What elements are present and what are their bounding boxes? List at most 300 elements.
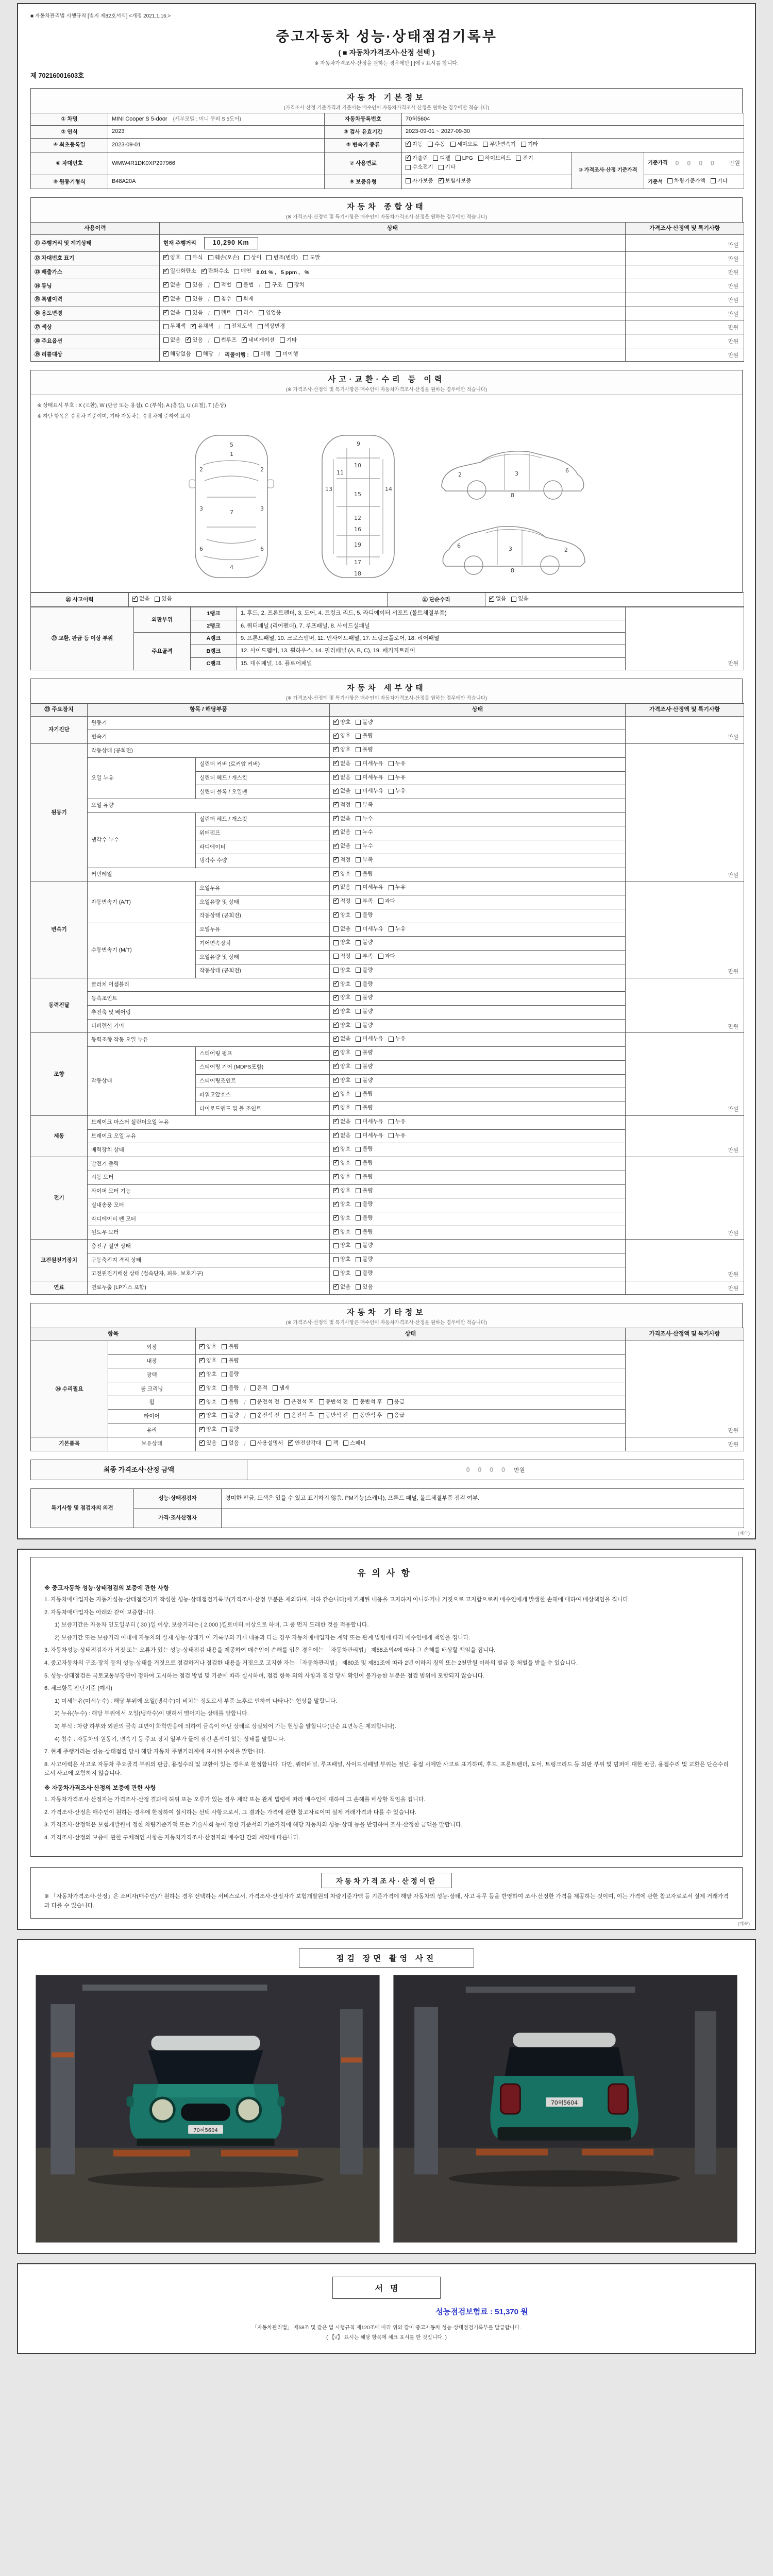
checkbox-icon[interactable] [356, 1023, 361, 1028]
checkbox-icon[interactable] [333, 789, 339, 794]
option [333, 1022, 350, 1029]
checkbox-icon[interactable] [406, 142, 411, 147]
option-label: 디젤 [440, 155, 450, 161]
checkbox-icon[interactable] [406, 156, 411, 161]
checkbox-icon[interactable] [516, 156, 521, 161]
checkbox-icon[interactable] [356, 1133, 361, 1138]
checkbox-icon[interactable] [186, 255, 191, 260]
option-label: 불량 [362, 1242, 373, 1249]
checkbox-icon[interactable] [356, 940, 361, 945]
checkbox-icon[interactable] [356, 1050, 361, 1056]
option-label: 전기 [523, 155, 533, 161]
checkbox-icon[interactable] [356, 1092, 361, 1097]
item-cell: 변속기 [88, 730, 330, 744]
checkbox-icon[interactable] [667, 178, 673, 183]
checkbox-icon[interactable] [356, 926, 361, 931]
base-price-cell [644, 152, 744, 175]
state-cell [330, 854, 626, 868]
checkbox-icon[interactable] [389, 789, 394, 794]
option [237, 309, 254, 317]
option [389, 1035, 406, 1043]
option [250, 1439, 283, 1447]
checkbox-icon[interactable] [356, 1270, 361, 1276]
checkbox-icon[interactable] [478, 156, 483, 161]
checkbox-icon[interactable] [326, 1440, 331, 1446]
checkbox-icon[interactable] [356, 1202, 361, 1207]
checkbox-icon[interactable] [163, 296, 169, 301]
price-cell [626, 235, 744, 252]
checkbox-icon[interactable] [222, 1344, 227, 1349]
checkbox-icon[interactable] [356, 871, 361, 876]
checkbox-icon[interactable] [250, 1413, 256, 1418]
option-label: 기타 [527, 141, 539, 147]
option-label: 있음 [161, 596, 172, 602]
price-unit: 만원 [728, 256, 738, 262]
checkbox-icon[interactable] [356, 844, 361, 849]
checkbox-icon[interactable] [356, 857, 361, 862]
rank1-label: 1랭크 [191, 607, 237, 620]
option-label: 양호 [340, 1008, 351, 1014]
checkbox-icon[interactable] [333, 857, 339, 862]
item-cell: 자동변속기 (A/T) [88, 882, 196, 923]
checkbox-icon[interactable] [132, 597, 138, 602]
checkbox-icon[interactable] [265, 282, 270, 287]
checkbox-icon[interactable] [333, 981, 339, 987]
checkbox-icon[interactable] [333, 1009, 339, 1014]
checkbox-icon[interactable] [356, 1257, 361, 1262]
checkbox-icon[interactable] [237, 282, 242, 287]
item-cell: 커먼레일 [88, 868, 330, 882]
checkbox-icon[interactable] [456, 156, 461, 161]
svg-text:8: 8 [511, 567, 514, 574]
checkbox-icon[interactable] [356, 789, 361, 794]
checkbox-icon[interactable] [356, 775, 361, 780]
checkbox-icon[interactable] [356, 720, 361, 725]
reg-no-label: 자동차등록번호 [325, 113, 402, 126]
checkbox-icon[interactable] [356, 734, 361, 739]
checkbox-icon[interactable] [356, 802, 361, 807]
checkbox-icon[interactable] [356, 899, 361, 904]
checkbox-icon[interactable] [333, 1064, 339, 1069]
state-cell [330, 992, 626, 1006]
checkbox-icon[interactable] [333, 926, 339, 931]
option [163, 267, 196, 275]
checkbox-icon[interactable] [250, 1440, 256, 1446]
option [333, 1145, 350, 1153]
checkbox-icon[interactable] [250, 1385, 256, 1391]
checkbox-icon[interactable] [273, 1385, 278, 1391]
checkbox-icon[interactable] [333, 1243, 339, 1248]
transmission-options [402, 138, 744, 152]
checkbox-icon[interactable] [191, 324, 196, 329]
checkbox-icon[interactable] [333, 1284, 339, 1290]
option [356, 1118, 383, 1126]
checkbox-icon[interactable] [333, 1229, 339, 1234]
checkbox-icon[interactable] [319, 1413, 324, 1418]
car-diagrams [30, 423, 743, 592]
part-cell: 스티어링 기어 (MDPS포함) [196, 1060, 330, 1074]
option [356, 774, 383, 782]
checkbox-icon[interactable] [163, 269, 169, 274]
checkbox-icon[interactable] [356, 995, 361, 1001]
checkbox-icon[interactable] [199, 1427, 205, 1432]
option [356, 953, 373, 960]
checkbox-icon[interactable] [333, 1215, 339, 1221]
option [266, 254, 298, 262]
basic-items-row [31, 1437, 744, 1451]
option-label: 없음 [340, 829, 351, 836]
checkbox-icon[interactable] [163, 255, 169, 260]
option-label: 부족 [362, 953, 373, 960]
checkbox-icon[interactable] [356, 1009, 361, 1014]
checkbox-icon[interactable] [201, 269, 207, 274]
item-cell: 충전구 절연 상태 [88, 1240, 330, 1253]
separator-slash: / [208, 297, 210, 303]
checkbox-icon[interactable] [711, 178, 716, 183]
table-row [31, 113, 744, 126]
checkbox-icon[interactable] [439, 165, 444, 170]
checkbox-icon[interactable] [163, 337, 169, 343]
checkbox-icon[interactable] [333, 747, 339, 752]
checkbox-icon[interactable] [199, 1372, 205, 1377]
checkbox-icon[interactable] [333, 1037, 339, 1042]
checkbox-icon[interactable] [225, 324, 230, 329]
option-label: 불량 [228, 1343, 239, 1350]
checkbox-icon[interactable] [433, 156, 438, 161]
photo-row [30, 1975, 743, 2243]
checkbox-icon[interactable] [511, 597, 516, 602]
rankB-items: 12. 사이드멤버, 13. 휠하우스, 14. 필러패널 (A, B, C), 19. 패키지트레이 [237, 645, 626, 657]
inspection-photo-rear [393, 1975, 737, 2243]
fuel-options [402, 152, 572, 175]
option-label: 흔적 [257, 1385, 267, 1391]
detail-row [31, 744, 744, 758]
price-cell [626, 279, 744, 293]
checkbox-icon[interactable] [356, 1174, 361, 1179]
option [450, 141, 478, 148]
checkbox-icon[interactable] [353, 1413, 358, 1418]
checkbox-icon[interactable] [284, 1413, 290, 1418]
checkbox-icon[interactable] [303, 255, 308, 260]
checkbox-icon[interactable] [333, 871, 339, 876]
checkbox-icon[interactable] [208, 255, 213, 260]
checkbox-icon[interactable] [378, 954, 383, 959]
checkbox-icon[interactable] [356, 1243, 361, 1248]
checkbox-icon[interactable] [186, 282, 191, 287]
checkbox-icon[interactable] [483, 142, 488, 147]
checkbox-icon[interactable] [356, 1078, 361, 1083]
svg-text:6: 6 [457, 543, 461, 550]
checkbox-icon[interactable] [186, 296, 191, 301]
checkbox-icon[interactable] [428, 142, 433, 147]
checkbox-icon[interactable] [155, 597, 160, 602]
warranty-options [402, 175, 572, 189]
checkbox-icon[interactable] [356, 1160, 361, 1165]
option-label: 불량 [362, 1215, 373, 1221]
checkbox-icon[interactable] [333, 968, 339, 973]
checkbox-icon[interactable] [356, 981, 361, 987]
checkbox-icon[interactable] [288, 282, 293, 287]
checkbox-icon[interactable] [244, 255, 249, 260]
checkbox-icon[interactable] [389, 926, 394, 931]
section-etc [30, 1303, 743, 1451]
device-cell: 제동 [31, 1115, 88, 1157]
checkbox-icon[interactable] [333, 1092, 339, 1097]
checkbox-icon[interactable] [389, 761, 394, 766]
notice-item: 3) 부식 : 차량 하부와 외판의 금속 표면이 화학반응에 의하여 금속이 아닌 상태로 상실되어 가는 현상을 말합니다(단순 표면녹은 제외합니다). [55, 1723, 396, 1730]
checkbox-icon[interactable] [199, 1358, 205, 1363]
checkbox-icon[interactable] [163, 324, 169, 329]
checkbox-icon[interactable] [258, 324, 263, 329]
checkbox-icon[interactable] [319, 1399, 324, 1404]
checkbox-icon[interactable] [333, 1202, 339, 1207]
checkbox-icon[interactable] [356, 1037, 361, 1042]
col-state: 상태 [160, 222, 626, 234]
vehicle-name-value [108, 113, 325, 126]
option-label: 과다 [384, 953, 395, 960]
section-summary-header [30, 197, 743, 222]
option-label: 양호 [170, 254, 181, 261]
price-cell [626, 265, 744, 279]
option-label: 일산화탄소 [170, 268, 196, 275]
device-cell: 자기진단 [31, 716, 88, 743]
state-cell [330, 1226, 626, 1240]
checkbox-icon[interactable] [214, 310, 220, 315]
checkbox-icon[interactable] [333, 775, 339, 780]
option [163, 309, 180, 317]
option-label: 없음 [139, 596, 150, 602]
notice-item: 6. 체크항목 판단기준 (예시) [44, 1685, 112, 1692]
checkbox-icon[interactable] [186, 310, 191, 315]
checkbox-icon[interactable] [333, 1257, 339, 1262]
checkbox-icon[interactable] [333, 1174, 339, 1179]
checkbox-icon[interactable] [333, 1270, 339, 1276]
continued-mark: (계속) [737, 1921, 750, 1926]
checkbox-icon[interactable] [333, 720, 339, 725]
state-cell [330, 826, 626, 840]
checkbox-icon[interactable] [222, 1358, 227, 1363]
option-label: 미세누유 [362, 1118, 383, 1125]
option-label: 미세누유 [362, 884, 383, 891]
checkbox-icon[interactable] [353, 1399, 358, 1404]
option [389, 925, 406, 933]
option-label: 동반석 전 [325, 1412, 348, 1419]
checkbox-icon[interactable] [333, 940, 339, 945]
checkbox-icon[interactable] [356, 885, 361, 890]
option [303, 254, 320, 262]
option-label: 누유 [395, 774, 406, 781]
section-basic-info [30, 88, 743, 189]
checkbox-icon[interactable] [356, 1147, 361, 1152]
option-label: 없음 [340, 1132, 351, 1139]
checkbox-icon[interactable] [284, 1399, 290, 1404]
checkbox-icon[interactable] [489, 597, 494, 602]
option-label: 없음 [340, 760, 351, 767]
checkbox-icon[interactable] [356, 954, 361, 959]
checkbox-icon[interactable] [333, 802, 339, 807]
option-label: 불량 [362, 1146, 373, 1153]
checkbox-icon[interactable] [266, 255, 272, 260]
inspection-photo-front [36, 1975, 380, 2243]
car-underbody-diagram [307, 429, 410, 584]
checkbox-icon[interactable] [333, 844, 339, 849]
checkbox-icon[interactable] [222, 1399, 227, 1404]
checkbox-icon[interactable] [356, 816, 361, 821]
checkbox-icon[interactable] [163, 351, 169, 357]
checkbox-icon[interactable] [237, 296, 242, 301]
checkbox-icon[interactable] [333, 1188, 339, 1193]
state-cell [330, 1060, 626, 1074]
exchange-label: ㉒ 교환, 판금 등 이상 부위 [31, 607, 134, 670]
checkbox-icon[interactable] [163, 282, 169, 287]
checkbox-icon[interactable] [199, 1399, 205, 1404]
checkbox-icon[interactable] [439, 178, 444, 183]
checkbox-icon[interactable] [389, 1133, 394, 1138]
option [356, 719, 373, 726]
checkbox-icon[interactable] [288, 1440, 293, 1446]
checkbox-icon[interactable] [406, 178, 411, 183]
checkbox-icon[interactable] [388, 1399, 393, 1404]
checkbox-icon[interactable] [389, 775, 394, 780]
table-header-row [31, 704, 744, 716]
option-label: 누수 [362, 843, 373, 850]
checkbox-icon[interactable] [186, 337, 191, 343]
checkbox-icon[interactable] [214, 296, 220, 301]
option [222, 1439, 239, 1447]
checkbox-icon[interactable] [333, 912, 339, 918]
checkbox-icon[interactable] [333, 995, 339, 1001]
checkbox-icon[interactable] [222, 1440, 227, 1446]
checkbox-icon[interactable] [356, 761, 361, 766]
checkbox-icon[interactable] [389, 885, 394, 890]
checkbox-icon[interactable] [237, 310, 242, 315]
section-etc-header [30, 1303, 743, 1328]
exchange-parts-table [30, 607, 744, 670]
item-cell: 수동변속기 (M/T) [88, 923, 196, 978]
option-label: 불량 [362, 870, 373, 877]
col-price: 가격조사·산정액 및 특기사항 [626, 704, 744, 716]
option [356, 1063, 373, 1071]
option [250, 1412, 280, 1419]
state-text: 현재 주행거리 [163, 240, 196, 247]
checkbox-icon[interactable] [259, 310, 264, 315]
option-label: 불량 [228, 1371, 239, 1378]
checkbox-icon[interactable] [356, 830, 361, 835]
checkbox-icon[interactable] [214, 282, 220, 287]
svg-text:3: 3 [509, 546, 512, 553]
item-cell: 연료누출 (LP가스 포함) [88, 1281, 330, 1295]
checkbox-icon[interactable] [222, 1372, 227, 1377]
checkbox-icon[interactable] [333, 1078, 339, 1083]
basic-info-table [30, 113, 744, 189]
checkbox-icon[interactable] [356, 968, 361, 973]
checkbox-icon[interactable] [333, 734, 339, 739]
checkbox-icon[interactable] [222, 1413, 227, 1418]
item-cell: 배력장치 상태 [88, 1143, 330, 1157]
detail-row [31, 716, 744, 730]
state-cell [330, 882, 626, 895]
signature-box[interactable]: 서명 [332, 2277, 441, 2299]
checkbox-icon[interactable] [356, 1119, 361, 1124]
checkbox-icon[interactable] [356, 1229, 361, 1234]
checkbox-icon[interactable] [199, 1385, 205, 1391]
checkbox-icon[interactable] [333, 1133, 339, 1138]
checkbox-icon[interactable] [250, 1399, 256, 1404]
option [163, 323, 186, 330]
submodel: (세부모델 : 미니 쿠퍼 S 5도어) [173, 116, 241, 122]
option-label: 불량 [362, 1077, 373, 1083]
checkbox-icon[interactable] [333, 885, 339, 890]
option-label: 양호 [340, 1160, 351, 1166]
checkbox-icon[interactable] [234, 269, 239, 274]
checkbox-icon[interactable] [356, 1105, 361, 1110]
checkbox-icon[interactable] [214, 337, 220, 343]
checkbox-icon[interactable] [333, 954, 339, 959]
state-cell [160, 279, 626, 293]
checkbox-icon[interactable] [388, 1413, 393, 1418]
checkbox-icon[interactable] [242, 337, 247, 343]
checkbox-icon[interactable] [389, 1037, 394, 1042]
checkbox-icon[interactable] [276, 351, 281, 357]
checkbox-icon[interactable] [333, 1119, 339, 1124]
checkbox-icon[interactable] [389, 1119, 394, 1124]
separator-slash: / [244, 1413, 246, 1420]
table-row [31, 126, 744, 138]
checkbox-icon[interactable] [333, 1147, 339, 1152]
checkbox-icon[interactable] [521, 142, 526, 147]
checkbox-icon[interactable] [333, 1050, 339, 1056]
checkbox-icon[interactable] [199, 1440, 205, 1446]
checkbox-icon[interactable] [378, 899, 383, 904]
history-label: ⑭ 튜닝 [31, 279, 160, 293]
item-cell: 휠 [108, 1396, 196, 1410]
checkbox-icon[interactable] [254, 351, 259, 357]
svg-text:15: 15 [354, 491, 361, 498]
checkbox-icon[interactable] [333, 1023, 339, 1028]
checkbox-icon[interactable] [406, 165, 411, 170]
history-label: ⑫ 차대번호 표기 [31, 251, 160, 265]
state-cell [330, 1267, 626, 1281]
checkbox-icon[interactable] [280, 337, 285, 343]
checkbox-icon[interactable] [356, 747, 361, 752]
base-price-sub-label: 기준가격 [648, 160, 668, 166]
checkbox-icon[interactable] [333, 899, 339, 904]
checkbox-icon[interactable] [163, 310, 169, 315]
transmission-label: ⑤ 변속기 종류 [325, 138, 402, 152]
checkbox-icon[interactable] [333, 1160, 339, 1165]
checkbox-icon[interactable] [356, 1284, 361, 1290]
checkbox-icon[interactable] [196, 351, 201, 357]
checkbox-icon[interactable] [333, 830, 339, 835]
checkbox-icon[interactable] [333, 761, 339, 766]
checkbox-icon[interactable] [356, 1188, 361, 1193]
option-label: 불량 [362, 994, 373, 1001]
checkbox-icon[interactable] [222, 1427, 227, 1432]
checkbox-icon[interactable] [343, 1440, 348, 1446]
checkbox-icon[interactable] [356, 1215, 361, 1221]
checkbox-icon[interactable] [222, 1385, 227, 1391]
checkbox-icon[interactable] [356, 1064, 361, 1069]
price-unit: 만원 [728, 1230, 738, 1236]
checkbox-icon[interactable] [450, 142, 456, 147]
checkbox-icon[interactable] [356, 912, 361, 918]
checkbox-icon[interactable] [333, 816, 339, 821]
checkbox-icon[interactable] [199, 1413, 205, 1418]
checkbox-icon[interactable] [199, 1344, 205, 1349]
option [356, 1242, 373, 1249]
option [439, 177, 472, 185]
checkbox-icon[interactable] [333, 1105, 339, 1110]
